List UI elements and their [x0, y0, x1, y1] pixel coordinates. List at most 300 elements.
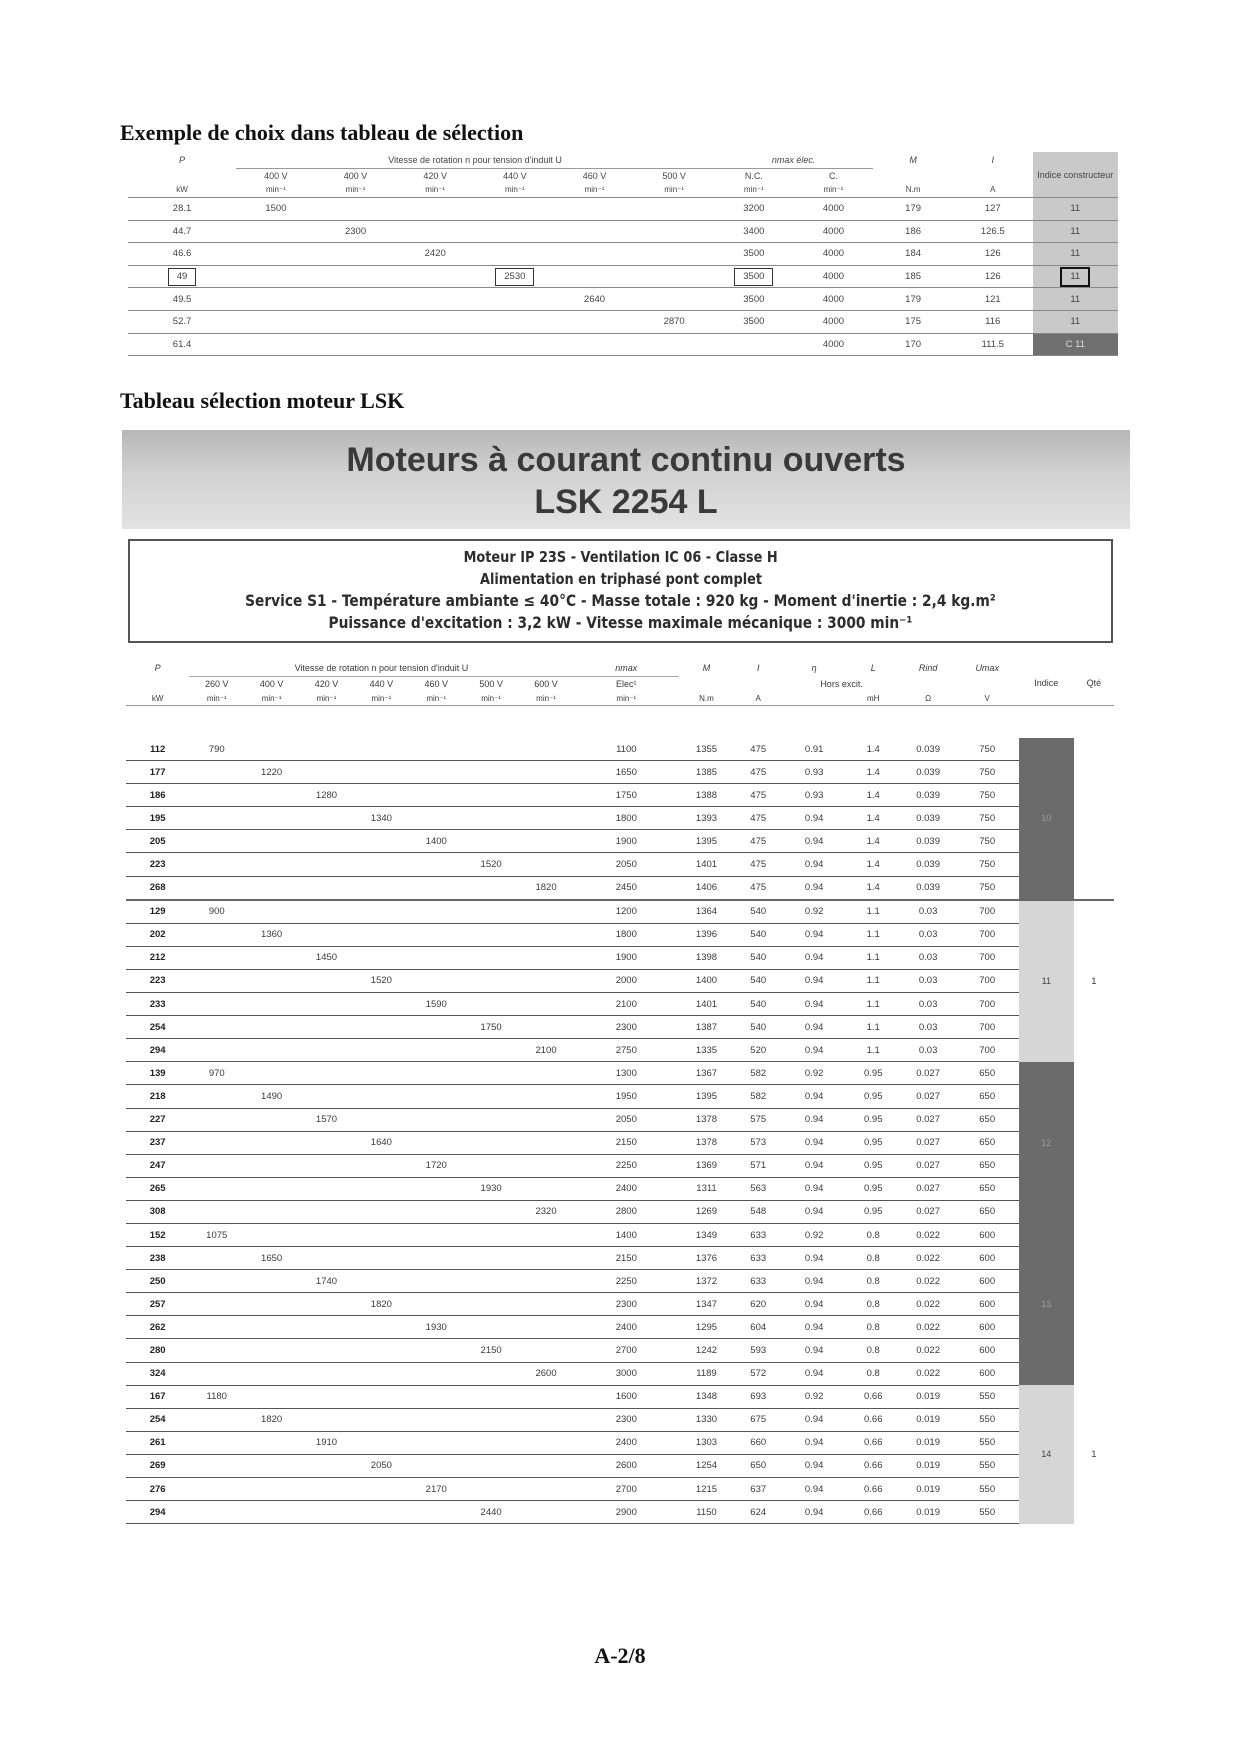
ex-cell-indice: 11	[1033, 310, 1118, 333]
cell-empty	[409, 1039, 464, 1062]
cell-efficiency: 0.94	[782, 1478, 845, 1501]
cell-empty	[464, 1062, 519, 1085]
cell-empty	[409, 761, 464, 784]
ex-unit-min: min⁻¹	[395, 182, 475, 198]
ex-cell-m: 179	[873, 288, 953, 311]
cell-empty	[409, 1177, 464, 1200]
cell-speed: 1590	[409, 993, 464, 1016]
cell-resistance: 0.03	[901, 923, 956, 946]
cell-umax: 700	[956, 1016, 1019, 1039]
cell-inductance: 0.95	[846, 1131, 901, 1154]
table-row	[126, 1200, 1114, 1223]
cell-power: 186	[126, 784, 189, 807]
cell-power: 152	[126, 1223, 189, 1246]
table-row	[126, 1408, 1114, 1431]
cell-empty	[299, 853, 354, 876]
cell-empty	[409, 1385, 464, 1408]
cell-empty	[189, 830, 244, 853]
table-row	[126, 946, 1114, 969]
main-header-i: I	[756, 663, 760, 674]
cell-current: 563	[734, 1177, 783, 1200]
cell-torque: 1400	[679, 969, 734, 992]
cell-efficiency: 0.94	[782, 853, 845, 876]
cell-empty	[519, 1177, 574, 1200]
cell-current: 620	[734, 1293, 783, 1316]
main-voltage: 400 V	[244, 677, 299, 692]
cell-empty	[464, 1478, 519, 1501]
cell-speed: 1650	[244, 1247, 299, 1270]
main-unit-mh: mH	[846, 691, 901, 706]
cell-empty	[464, 1362, 519, 1385]
cell-umax: 600	[956, 1247, 1019, 1270]
main-header-m: M	[702, 663, 711, 674]
ex-cell-speed	[316, 265, 396, 288]
cell-empty	[244, 1039, 299, 1062]
table-row	[126, 1131, 1114, 1154]
cell-empty	[354, 1362, 409, 1385]
cell-empty	[354, 1085, 409, 1108]
main-header-indice: Indice	[1019, 660, 1074, 706]
table-row	[126, 1362, 1114, 1385]
cell-empty	[189, 1316, 244, 1339]
cell-speed: 1910	[299, 1431, 354, 1454]
cell-power: 202	[126, 923, 189, 946]
cell-inductance: 0.8	[846, 1339, 901, 1362]
cell-empty	[299, 1316, 354, 1339]
ex-cell-speed	[316, 243, 396, 266]
ex-cell-speed	[316, 310, 396, 333]
cell-empty	[464, 1408, 519, 1431]
cell-power: 265	[126, 1177, 189, 1200]
cell-empty	[299, 993, 354, 1016]
spec-line-3: Service S1 - Température ambiante ≤ 40°C - Masse totale : 920 kg - Moment d'inertie : 2,4 kg.m²	[245, 591, 996, 610]
cell-umax: 700	[956, 969, 1019, 992]
cell-empty	[354, 1039, 409, 1062]
cell-torque: 1398	[679, 946, 734, 969]
cell-empty	[519, 1454, 574, 1477]
cell-speed: 2320	[519, 1200, 574, 1223]
cell-resistance: 0.022	[901, 1362, 956, 1385]
cell-empty	[354, 784, 409, 807]
cell-umax: 750	[956, 807, 1019, 830]
ex-cell-speed	[555, 220, 635, 243]
cell-torque: 1395	[679, 1085, 734, 1108]
cell-resistance: 0.022	[901, 1247, 956, 1270]
cell-empty	[244, 1177, 299, 1200]
ex-cell-c: 4000	[794, 310, 874, 333]
cell-current: 633	[734, 1223, 783, 1246]
main-voltage: 600 V	[519, 677, 574, 692]
cell-empty	[519, 1339, 574, 1362]
cell-current: 540	[734, 946, 783, 969]
ex-cell-speed	[634, 243, 714, 266]
table-row	[128, 220, 1118, 243]
cell-speed: 1930	[464, 1177, 519, 1200]
cell-empty	[519, 1154, 574, 1177]
cell-empty	[244, 784, 299, 807]
ex-cell-speed	[236, 288, 316, 311]
cell-empty	[464, 993, 519, 1016]
cell-empty	[244, 946, 299, 969]
cell-empty	[244, 876, 299, 900]
cell-empty	[189, 1131, 244, 1154]
cell-torque: 1347	[679, 1293, 734, 1316]
ex-cell-i: 121	[953, 288, 1033, 311]
ex-cell-i: 126	[953, 243, 1033, 266]
main-unit-min: min⁻¹	[189, 691, 244, 706]
cell-speed: 1740	[299, 1270, 354, 1293]
cell-power: 276	[126, 1478, 189, 1501]
ex-cell-nc: 3400	[714, 220, 794, 243]
cell-empty	[354, 900, 409, 924]
cell-empty	[519, 1385, 574, 1408]
cell-nmax: 2250	[574, 1270, 680, 1293]
cell-speed: 1280	[299, 784, 354, 807]
cell-resistance: 0.039	[901, 738, 956, 761]
cell-power: 261	[126, 1431, 189, 1454]
ex-cell-nc: 3500	[714, 310, 794, 333]
main-voltage: 460 V	[409, 677, 464, 692]
cell-torque: 1378	[679, 1131, 734, 1154]
cell-empty	[519, 761, 574, 784]
cell-umax: 650	[956, 1062, 1019, 1085]
cell-speed: 1750	[464, 1016, 519, 1039]
cell-speed: 1820	[354, 1293, 409, 1316]
cell-empty	[299, 1478, 354, 1501]
cell-empty	[464, 1247, 519, 1270]
cell-efficiency: 0.94	[782, 1408, 845, 1431]
cell-empty	[354, 1431, 409, 1454]
cell-current: 475	[734, 853, 783, 876]
cell-empty	[409, 900, 464, 924]
cell-current: 540	[734, 969, 783, 992]
cell-speed: 900	[189, 900, 244, 924]
cell-empty	[519, 1316, 574, 1339]
cell-empty	[409, 738, 464, 761]
cell-resistance: 0.039	[901, 876, 956, 900]
cell-nmax: 2100	[574, 993, 680, 1016]
cell-empty	[409, 1408, 464, 1431]
cell-empty	[519, 1223, 574, 1246]
cell-umax: 650	[956, 1200, 1019, 1223]
cell-empty	[299, 1362, 354, 1385]
qte-group-11: 1	[1074, 900, 1114, 1062]
table-row	[126, 1270, 1114, 1293]
main-unit-min: min⁻¹	[354, 691, 409, 706]
cell-torque: 1401	[679, 993, 734, 1016]
cell-empty	[299, 1247, 354, 1270]
cell-power: 227	[126, 1108, 189, 1131]
cell-resistance: 0.03	[901, 993, 956, 1016]
ex-cell-speed	[236, 333, 316, 356]
cell-umax: 550	[956, 1385, 1019, 1408]
cell-empty	[354, 738, 409, 761]
cell-empty	[189, 1501, 244, 1524]
ex-unit-min: min⁻¹	[634, 182, 714, 198]
cell-nmax: 3000	[574, 1362, 680, 1385]
cell-empty	[244, 1062, 299, 1085]
main-voltage: 420 V	[299, 677, 354, 692]
cell-empty	[354, 1247, 409, 1270]
table-row	[128, 333, 1118, 356]
cell-power: 195	[126, 807, 189, 830]
cell-efficiency: 0.94	[782, 1200, 845, 1223]
cell-umax: 650	[956, 1177, 1019, 1200]
ex-header-nc: N.C.	[714, 169, 794, 183]
ex-cell-speed	[555, 198, 635, 221]
cell-empty	[244, 1223, 299, 1246]
cell-empty	[464, 761, 519, 784]
table-row	[126, 830, 1114, 853]
cell-empty	[244, 969, 299, 992]
cell-speed: 2600	[519, 1362, 574, 1385]
cell-inductance: 1.4	[846, 784, 901, 807]
cell-empty	[299, 1062, 354, 1085]
cell-empty	[409, 1062, 464, 1085]
cell-inductance: 0.66	[846, 1454, 901, 1477]
cell-nmax: 2050	[574, 1108, 680, 1131]
cell-inductance: 0.8	[846, 1316, 901, 1339]
cell-empty	[244, 1131, 299, 1154]
cell-empty	[299, 1408, 354, 1431]
ex-header-vitesse: Vitesse de rotation n pour tension d'induit U	[388, 155, 562, 165]
cell-empty	[299, 1200, 354, 1223]
ex-cell-indice: C 11	[1033, 333, 1118, 356]
cell-empty	[354, 1154, 409, 1177]
cell-empty	[409, 923, 464, 946]
cell-nmax: 2300	[574, 1293, 680, 1316]
cell-torque: 1378	[679, 1108, 734, 1131]
ex-cell-speed	[395, 288, 475, 311]
cell-current: 575	[734, 1108, 783, 1131]
cell-resistance: 0.039	[901, 807, 956, 830]
cell-umax: 650	[956, 1131, 1019, 1154]
ex-cell-indice: 11	[1033, 288, 1118, 311]
cell-empty	[189, 1016, 244, 1039]
cell-empty	[244, 993, 299, 1016]
cell-empty	[244, 1154, 299, 1177]
table-row	[126, 993, 1114, 1016]
indice-group-10: 10	[1019, 738, 1074, 900]
ex-cell-indice: 11	[1033, 220, 1118, 243]
cell-umax: 600	[956, 1293, 1019, 1316]
table-row	[126, 1108, 1114, 1131]
cell-empty	[464, 1108, 519, 1131]
cell-torque: 1349	[679, 1223, 734, 1246]
cell-torque: 1355	[679, 738, 734, 761]
cell-empty	[519, 853, 574, 876]
cell-empty	[189, 1039, 244, 1062]
cell-power: 218	[126, 1085, 189, 1108]
cell-resistance: 0.022	[901, 1223, 956, 1246]
cell-resistance: 0.022	[901, 1316, 956, 1339]
main-unit-min: min⁻¹	[519, 691, 574, 706]
cell-empty	[244, 1339, 299, 1362]
cell-speed: 1450	[299, 946, 354, 969]
cell-speed: 1400	[409, 830, 464, 853]
cell-resistance: 0.019	[901, 1385, 956, 1408]
cell-power: 324	[126, 1362, 189, 1385]
cell-umax: 750	[956, 830, 1019, 853]
cell-current: 637	[734, 1478, 783, 1501]
table-row	[126, 1385, 1114, 1408]
cell-inductance: 0.8	[846, 1293, 901, 1316]
cell-current: 540	[734, 900, 783, 924]
cell-current: 582	[734, 1062, 783, 1085]
spec-line-4: Puissance d'excitation : 3,2 kW - Vitesse maximale mécanique : 3000 min⁻¹	[328, 613, 913, 632]
cell-current: 593	[734, 1339, 783, 1362]
ex-cell-speed: 2420	[395, 243, 475, 266]
cell-empty	[519, 1085, 574, 1108]
cell-current: 633	[734, 1247, 783, 1270]
cell-empty	[189, 1085, 244, 1108]
cell-power: 262	[126, 1316, 189, 1339]
cell-empty	[354, 1016, 409, 1039]
cell-empty	[464, 807, 519, 830]
cell-empty	[299, 969, 354, 992]
main-unit-min: min⁻¹	[299, 691, 354, 706]
ex-cell-p: 46.6	[128, 243, 236, 266]
cell-empty	[519, 1016, 574, 1039]
cell-speed: 2170	[409, 1478, 464, 1501]
cell-empty	[464, 1200, 519, 1223]
main-header-umax: Umax	[975, 663, 999, 674]
cell-efficiency: 0.94	[782, 1293, 845, 1316]
table-row	[128, 198, 1118, 221]
ex-cell-speed	[475, 310, 555, 333]
ex-cell-p	[128, 265, 236, 288]
cell-torque: 1242	[679, 1339, 734, 1362]
table-row	[126, 1431, 1114, 1454]
cell-empty	[464, 1223, 519, 1246]
cell-torque: 1269	[679, 1200, 734, 1223]
cell-umax: 550	[956, 1501, 1019, 1524]
ex-cell-speed	[634, 220, 714, 243]
cell-empty	[299, 1385, 354, 1408]
indice-group-12: 12	[1019, 1062, 1074, 1224]
cell-resistance: 0.03	[901, 900, 956, 924]
cell-efficiency: 0.94	[782, 923, 845, 946]
table-row	[128, 288, 1118, 311]
qte-group-13	[1074, 1223, 1114, 1385]
cell-umax: 600	[956, 1339, 1019, 1362]
cell-nmax: 2300	[574, 1016, 680, 1039]
ex-cell-c: 4000	[794, 288, 874, 311]
cell-nmax: 2800	[574, 1200, 680, 1223]
main-unit-min: min⁻¹	[464, 691, 519, 706]
cell-empty	[409, 1454, 464, 1477]
cell-resistance: 0.039	[901, 761, 956, 784]
cell-empty	[464, 1293, 519, 1316]
cell-inductance: 0.8	[846, 1270, 901, 1293]
cell-empty	[189, 1478, 244, 1501]
qte-group-12	[1074, 1062, 1114, 1224]
cell-empty	[189, 1454, 244, 1477]
main-header-elec: Elec¹	[574, 677, 680, 692]
cell-empty	[464, 738, 519, 761]
cell-inductance: 0.66	[846, 1385, 901, 1408]
cell-power: 238	[126, 1247, 189, 1270]
table-row	[128, 310, 1118, 333]
indice-group-11: 11	[1019, 900, 1074, 1062]
cell-power: 294	[126, 1039, 189, 1062]
ex-cell-speed	[475, 220, 555, 243]
cell-umax: 750	[956, 738, 1019, 761]
ex-cell-speed	[475, 243, 555, 266]
cell-empty	[519, 1247, 574, 1270]
cell-empty	[299, 1223, 354, 1246]
ex-cell-speed: 1500	[236, 198, 316, 221]
ex-cell-p: 44.7	[128, 220, 236, 243]
cell-nmax: 1900	[574, 946, 680, 969]
cell-resistance: 0.03	[901, 1016, 956, 1039]
cell-power: 257	[126, 1293, 189, 1316]
cell-resistance: 0.039	[901, 853, 956, 876]
cell-torque: 1335	[679, 1039, 734, 1062]
cell-current: 475	[734, 807, 783, 830]
cell-resistance: 0.027	[901, 1154, 956, 1177]
cell-power: 254	[126, 1408, 189, 1431]
ex-cell-speed-value: 2530	[495, 268, 534, 286]
cell-resistance: 0.03	[901, 946, 956, 969]
cell-resistance: 0.019	[901, 1431, 956, 1454]
main-header-vitesse: Vitesse de rotation n pour tension d'induit U	[294, 663, 469, 673]
cell-torque: 1385	[679, 761, 734, 784]
table-row	[126, 1223, 1114, 1246]
cell-power: 167	[126, 1385, 189, 1408]
cell-inductance: 1.4	[846, 738, 901, 761]
cell-empty	[409, 1501, 464, 1524]
cell-nmax: 1100	[574, 738, 680, 761]
ex-voltage: 400 V	[316, 169, 396, 183]
cell-speed: 970	[189, 1062, 244, 1085]
cell-empty	[464, 1385, 519, 1408]
cell-current: 475	[734, 761, 783, 784]
cell-nmax: 1800	[574, 807, 680, 830]
cell-empty	[464, 1431, 519, 1454]
cell-empty	[409, 1085, 464, 1108]
cell-inductance: 1.4	[846, 853, 901, 876]
cell-empty	[189, 1154, 244, 1177]
ex-cell-nc	[714, 333, 794, 356]
example-selection-table	[128, 152, 1118, 356]
cell-power: 212	[126, 946, 189, 969]
main-header-qte: Qté	[1074, 660, 1114, 706]
cell-inductance: 1.1	[846, 946, 901, 969]
cell-resistance: 0.019	[901, 1454, 956, 1477]
cell-torque: 1189	[679, 1362, 734, 1385]
cell-empty	[299, 1016, 354, 1039]
ex-cell-speed	[395, 265, 475, 288]
ex-cell-indice: 11	[1033, 243, 1118, 266]
ex-cell-speed	[316, 333, 396, 356]
cell-speed: 1490	[244, 1085, 299, 1108]
ex-cell-speed	[236, 243, 316, 266]
indice-group-14: 14	[1019, 1385, 1074, 1524]
ex-cell-speed	[395, 198, 475, 221]
qte-group-10	[1074, 738, 1114, 900]
cell-umax: 600	[956, 1223, 1019, 1246]
cell-nmax: 2600	[574, 1454, 680, 1477]
cell-speed: 1720	[409, 1154, 464, 1177]
ex-unit-min: min⁻¹	[794, 182, 874, 198]
cell-efficiency: 0.94	[782, 1431, 845, 1454]
cell-empty	[409, 1016, 464, 1039]
cell-torque: 1254	[679, 1454, 734, 1477]
cell-empty	[189, 1431, 244, 1454]
ex-cell-indice-value: 11	[1060, 267, 1090, 287]
cell-torque: 1388	[679, 784, 734, 807]
